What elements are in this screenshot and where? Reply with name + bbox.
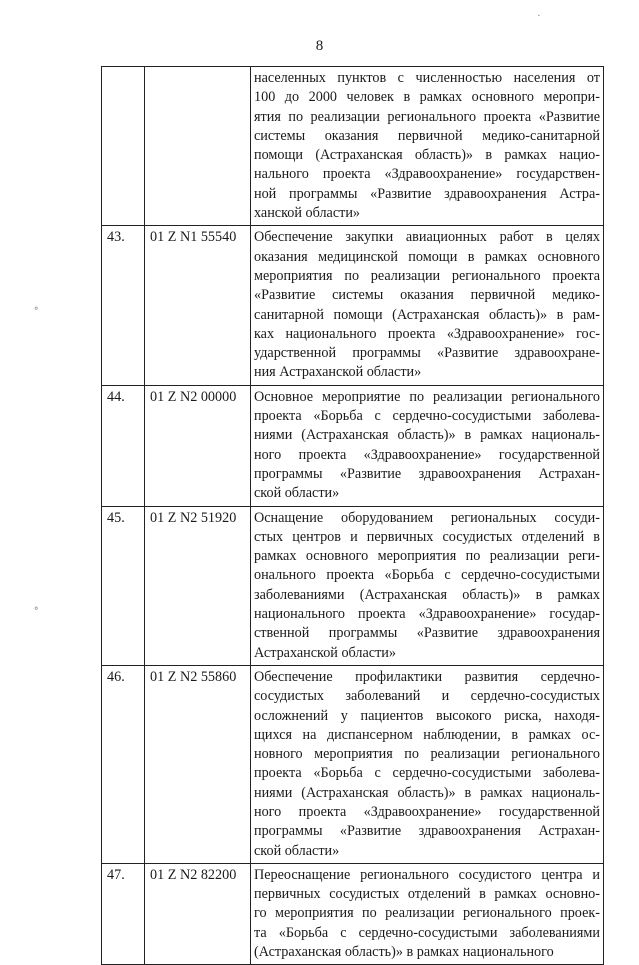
budget-code-cell: 01 Z N2 51920 — [145, 506, 251, 665]
description-line: сосудистых заболеваний и сердечно-сосудистых — [254, 688, 600, 705]
description-line: ного проекта «Здравоохранение» государственной — [254, 446, 600, 463]
table-row — [102, 385, 604, 506]
row-number-cell: 47. — [102, 863, 145, 964]
description-line: та «Борьба с сердечно-сосудистыми заболеваниями — [254, 924, 600, 941]
description-line: ской области» — [254, 485, 340, 502]
description-cell — [251, 226, 604, 385]
description-line: ханской области» — [254, 205, 361, 222]
row-number-cell: 45. — [102, 506, 145, 665]
description-line: «Развитие системы оказания первичной медико- — [254, 287, 600, 304]
description-cell — [251, 67, 604, 226]
description-line: щихся на диспансерном наблюдении, в рамках ос- — [254, 726, 600, 743]
description-line: рамках основного мероприятия по реализации реги- — [254, 548, 600, 565]
description-cell — [251, 665, 604, 863]
table-row — [102, 506, 604, 665]
description-line: нального проекта «Здравоохранение» государствен- — [254, 166, 600, 183]
description-line: санитарной помощи (Астраханская область)» в рам- — [254, 306, 600, 323]
budget-code-cell: 01 Z N1 55540 — [145, 226, 251, 385]
description-line: го мероприятия по реализации регионального проек- — [254, 905, 600, 922]
description-line: Оснащение оборудованием региональных сосуди- — [254, 509, 600, 526]
budget-code-cell — [145, 67, 251, 226]
description-line: ной программы «Развитие здравоохранения Астра- — [254, 185, 600, 202]
description-cell — [251, 385, 604, 506]
description-line: программы «Развитие здравоохранения Астрахан- — [254, 465, 600, 482]
description-line: осложнений у пациентов высокого риска, находя- — [254, 707, 600, 724]
description-line: помощи (Астраханская область)» в рамках нацио- — [254, 147, 600, 164]
description-line: Переоснащение регионального сосудистого центра и — [254, 866, 600, 883]
description-line: заболеваниями (Астраханская область)» в рамках — [254, 586, 600, 603]
description-line: (Астраханская область)» в рамках национального — [254, 944, 554, 961]
description-line: Астраханской области» — [254, 644, 396, 661]
row-number-cell: 44. — [102, 385, 145, 506]
description-line: проекта «Борьба с сердечно-сосудистыми заболева- — [254, 765, 600, 782]
table-row — [102, 226, 604, 385]
row-number-cell — [102, 67, 145, 226]
description-line: ниями (Астраханская область)» в рамках националь- — [254, 427, 600, 444]
description-line: ской области» — [254, 842, 340, 859]
description-line: новного мероприятия по реализации регионального — [254, 746, 600, 763]
budget-code-cell: 01 Z N2 00000 — [145, 385, 251, 506]
budget-codes-table — [101, 66, 604, 965]
description-line: стых центров и первичных сосудистых отделений в — [254, 528, 600, 545]
description-line: системы оказания первичной медико-санитарной — [254, 127, 600, 144]
description-line: Обеспечение профилактики развития сердечно- — [254, 668, 600, 685]
page-number: 8 — [315, 38, 324, 54]
description-cell — [251, 863, 604, 964]
description-line: онального проекта «Борьба с сердечно-сосудистыми — [254, 567, 600, 584]
table-body — [102, 67, 604, 965]
description-line: ственной программы «Развитие здравоохранения — [254, 625, 600, 642]
table-row — [102, 67, 604, 226]
description-line: Основное мероприятие по реализации регионального — [254, 388, 600, 405]
budget-code-cell: 01 Z N2 55860 — [145, 665, 251, 863]
description-line: ния Астраханской области» — [254, 364, 422, 381]
description-line: ного проекта «Здравоохранение» государственной — [254, 803, 600, 820]
margin-mark: ᐤ — [34, 305, 39, 317]
description-line: проекта «Борьба с сердечно-сосудистыми заболева- — [254, 408, 600, 425]
description-line: программы «Развитие здравоохранения Астрахан- — [254, 823, 600, 840]
row-number-cell: 43. — [102, 226, 145, 385]
row-number-cell: 46. — [102, 665, 145, 863]
description-line: ниями (Астраханская область)» в рамках националь- — [254, 784, 600, 801]
margin-mark: ᐤ — [34, 605, 39, 617]
description-line: мероприятия по реализации регионального проекта — [254, 267, 600, 284]
budget-code-cell: 01 Z N2 82200 — [145, 863, 251, 964]
description-line: национального проекта «Здравоохранение» государ- — [254, 606, 600, 623]
table-row — [102, 863, 604, 964]
description-line: первичных сосудистых отделений в рамках основно- — [254, 886, 600, 903]
table-row — [102, 665, 604, 863]
description-line: 100 до 2000 человек в рамках основного меропри- — [254, 89, 600, 106]
description-line: Обеспечение закупки авиационных работ в целях — [254, 229, 600, 246]
description-line: оказания медицинской помощи в рамках основного — [254, 248, 600, 265]
description-line: ках национального проекта «Здравоохранение» гос- — [254, 325, 600, 342]
description-line: ударственной программы «Развитие здравоохране- — [254, 345, 600, 362]
margin-mark: · — [537, 10, 541, 22]
description-cell — [251, 506, 604, 665]
description-line: ятия по реализации регионального проекта «Развитие — [254, 108, 600, 125]
description-line: населенных пунктов с численностью населения от — [254, 70, 600, 86]
